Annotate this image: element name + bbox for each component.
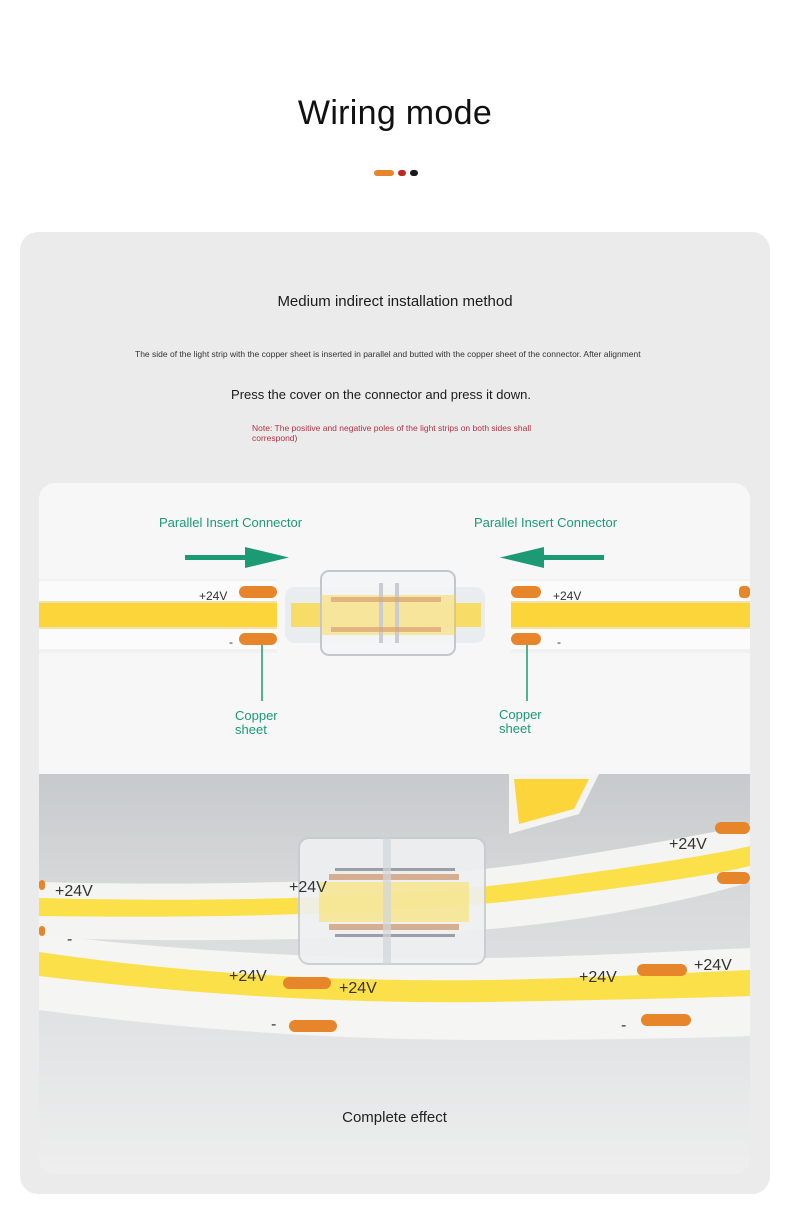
complete-effect-caption: Complete effect xyxy=(342,1109,447,1126)
photo-voltage-label-3: +24V xyxy=(339,980,377,997)
right-connector-label: Parallel Insert Connector xyxy=(474,515,618,530)
press-instruction: Press the cover on the connector and press it down. xyxy=(231,387,531,402)
method-description: The side of the light strip with the copper sheet is inserted in parallel and butted with the copper sheet of the connector. After alignment xyxy=(135,349,641,359)
connector-illustration xyxy=(285,571,485,655)
photo-negative-label-2: - xyxy=(271,1016,277,1033)
copper-sheet-label-left: Copper sheet xyxy=(235,708,278,737)
illustration-panel xyxy=(39,483,750,1174)
right-light-strip xyxy=(511,579,750,653)
photo-voltage-label-6: +24V xyxy=(669,836,707,853)
accent-dot-orange xyxy=(374,170,394,176)
left-negative-label: - xyxy=(229,635,233,649)
polarity-note: Note: The positive and negative poles of the light strips on both sides shall correspond) xyxy=(252,423,532,443)
right-arrow-icon xyxy=(185,547,289,568)
insertion-diagram xyxy=(39,483,750,774)
title-accent-dots xyxy=(374,170,418,176)
page-title: Wiring mode xyxy=(297,94,493,132)
accent-dot-red xyxy=(398,170,406,176)
right-voltage-label: +24V xyxy=(553,589,582,603)
right-negative-label: - xyxy=(557,635,561,649)
photo-negative-label-3: - xyxy=(621,1017,627,1034)
photo-voltage-label-2: +24V xyxy=(229,968,267,985)
accent-dot-black xyxy=(410,170,418,176)
photo-voltage-label-5: +24V xyxy=(694,957,732,974)
left-connector-label: Parallel Insert Connector xyxy=(159,515,303,530)
photo-voltage-label-4: +24V xyxy=(579,969,617,986)
method-title: Medium indirect installation method xyxy=(277,293,513,310)
left-light-strip xyxy=(39,579,277,653)
photo-negative-label-1: - xyxy=(67,931,73,948)
photo-voltage-label-1: +24V xyxy=(55,883,93,900)
photo-voltage-label-7: +24V xyxy=(289,879,327,896)
left-arrow-icon xyxy=(500,547,604,568)
copper-sheet-label-right: Copper sheet xyxy=(499,707,542,736)
left-voltage-label: +24V xyxy=(199,589,228,603)
